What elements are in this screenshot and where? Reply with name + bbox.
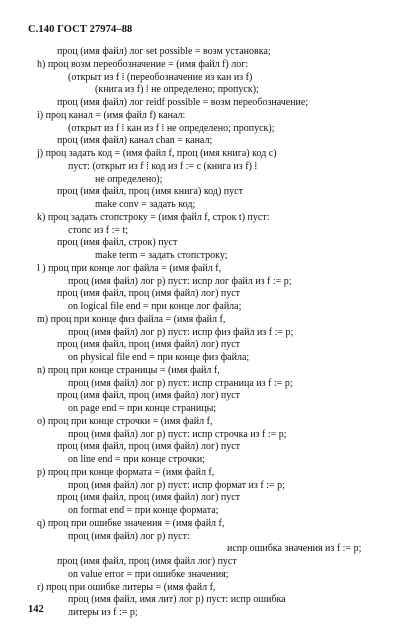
listing-line: пуст: (открыт из f ⁞ код из f := c (книга из f) ⁞ xyxy=(68,160,258,172)
listing-line: make conv = задать код; xyxy=(95,199,196,210)
listing-line: o) проц при конце строчки = (имя файл f, xyxy=(37,415,213,427)
listing-line: k) проц задать стопстроку = (имя файл f, строк t) пуст: xyxy=(37,211,270,223)
listing-line: проц (имя файл, имя лит) лог p) пуст: испр ошибка xyxy=(68,594,286,606)
listing-line: (открыт из f ⁞ (переобозначение из кан из f) xyxy=(68,71,253,83)
listing-line: проц (имя файл) лог p) пуст: испр лог файл из f := p; xyxy=(68,275,292,287)
listing-line: i) проц канал = (имя файл f) канал: xyxy=(37,109,186,121)
listing-line: литеры из f := p; xyxy=(68,607,138,618)
listing-line: проц (имя файл, проц (имя файл) лог) пуст xyxy=(57,390,241,402)
listing-line: m) проц при конце физ файла = (имя файл f, xyxy=(37,313,226,325)
listing-line: проц (имя файл) лог set possible = возм установка; xyxy=(57,46,271,57)
listing-line: проц (имя файл) лог p) пуст: испр строчка из f := p; xyxy=(68,428,287,440)
listing-line: испр ошибка значения из f := p; xyxy=(227,543,362,555)
listing-line: on value error = при ошибке значения; xyxy=(68,568,229,580)
listing-line: проц (имя файл, строк) пуст xyxy=(57,237,178,249)
listing-line: on line end = при конце строчки; xyxy=(68,454,205,465)
listing-line: on physical file end = при конце физ файла; xyxy=(68,352,250,363)
listing-line: on format end = при конце формата; xyxy=(68,505,219,516)
listing-line: j) проц задать код = (имя файл f, проц (имя книга) код c) xyxy=(37,148,277,159)
listing-line: (книга из f) ⁞ не определено; пропуск); xyxy=(95,84,259,96)
listing-line: проц (имя файл) лог reidf possible = возм переобозначение; xyxy=(57,97,309,108)
listing-line: r) проц при ошибке литеры = (имя файл f, xyxy=(37,581,216,593)
listing-line: проц (имя файл) лог p) пуст: испр формат из f := p; xyxy=(68,479,285,491)
listing-line: (открыт из f ⁞ кан из f ⁞ не определено; пропуск); xyxy=(68,122,275,134)
page-header: С.140 ГОСТ 27974–88 xyxy=(28,24,133,35)
listing-line: n) проц при конце страницы = (имя файл f, xyxy=(37,364,220,376)
page-number: 142 xyxy=(28,604,44,615)
listing-line: проц (имя файл) лог p) пуст: испр страница из f := p; xyxy=(68,377,293,389)
listing-line: проц (имя файл) канал chan = канал; xyxy=(57,135,213,147)
listing-line: проц (имя файл, проц (имя файл) лог) пуст xyxy=(57,492,241,504)
listing-line: проц (имя файл, проц (имя книга) код) пуст xyxy=(57,186,243,198)
listing-line: не определено); xyxy=(95,173,163,185)
listing-line: on logical file end = при конце лог файла; xyxy=(68,301,242,312)
listing-line: проц (имя файл) лог p) пуст: испр физ файл из f := p; xyxy=(68,326,294,338)
listing-line: h) проц возм переобозначение = (имя файл f) лог: xyxy=(37,58,249,70)
listing-line: проц (имя файл, проц (имя файл лог) пуст xyxy=(57,556,237,567)
listing-line: on page end = при конце страницы; xyxy=(68,403,217,414)
listing-line: p) проц при конце формата = (имя файл f, xyxy=(37,466,215,478)
listing-line: проц (имя файл, проц (имя файл) лог) пуст xyxy=(57,288,241,300)
listing-line: стопс из f := t; xyxy=(68,224,129,236)
listing-line: проц (имя файл, проц (имя файл) лог) пуст xyxy=(57,441,241,453)
listing-line: make term = задать стопстроку; xyxy=(95,250,228,261)
listing-line: проц (имя файл, проц (имя файл) лог) пуст xyxy=(57,339,241,351)
listing-line: l ) проц при конце лог файла = (имя файл f, xyxy=(37,262,222,274)
listing-line: проц (имя файл) лог p) пуст: xyxy=(68,530,190,542)
listing-line: q) проц при ошибке значения = (имя файл f, xyxy=(37,517,225,529)
code-listing xyxy=(37,46,413,620)
